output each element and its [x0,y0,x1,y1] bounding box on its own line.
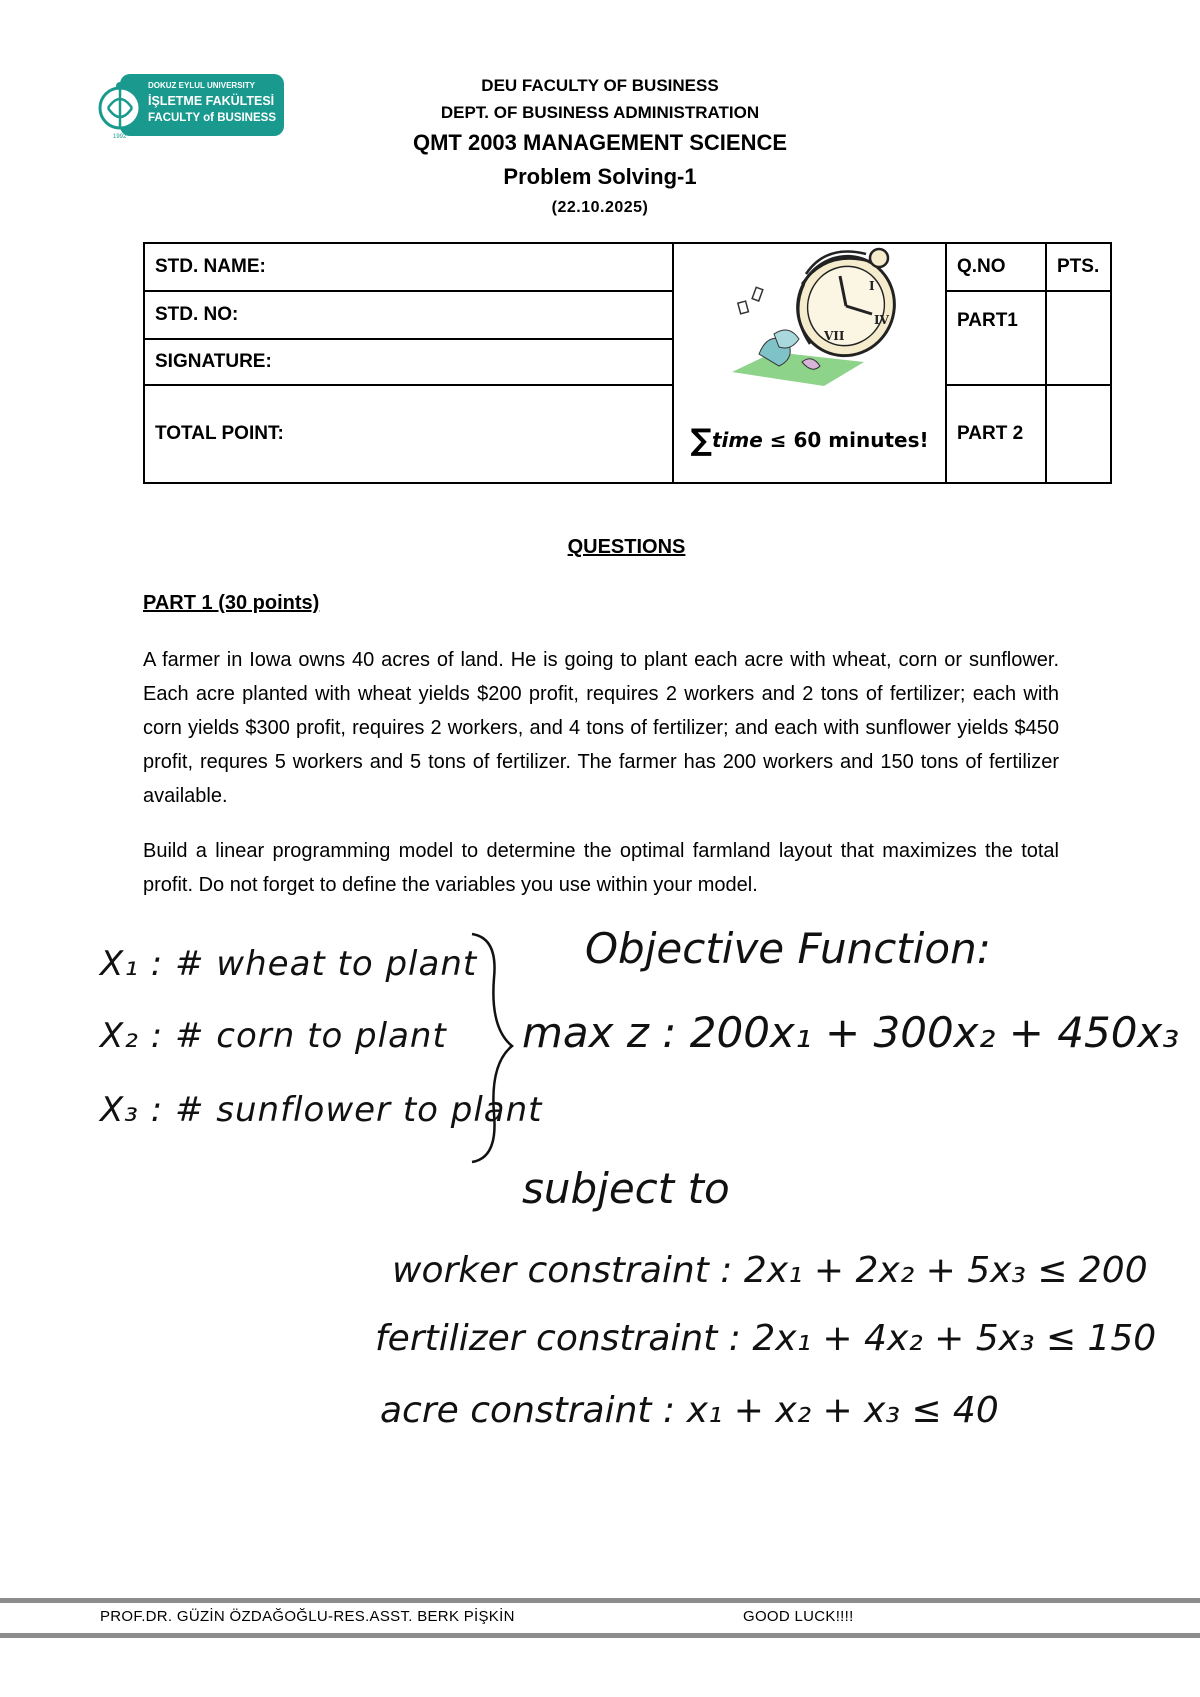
footer-rule-bottom [0,1633,1200,1638]
handwritten-objective-function: max z : 200x₁ + 300x₂ + 450x₃ [522,1008,1180,1057]
course-title: QMT 2003 MANAGEMENT SCIENCE [412,130,788,155]
handwritten-variable-x2: X₂ : # corn to plant [100,1016,447,1056]
part2-points-cell[interactable] [1046,385,1111,483]
department-name: DEPT. OF BUSINESS ADMINISTRATION [440,103,760,122]
std-name-cell[interactable]: STD. NAME: [144,243,673,291]
svg-text:1992: 1992 [113,134,127,140]
svg-text:DOKUZ EYLUL UNIVERSITY: DOKUZ EYLUL UNIVERSITY [148,81,255,90]
std-no-cell[interactable]: STD. NO: [144,291,673,339]
pts-header: PTS. [1046,243,1111,291]
part1-points-cell[interactable] [1046,291,1111,385]
document-date: (22.10.2025) [551,199,649,216]
handwritten-variable-x1: X₁ : # wheat to plant [100,944,478,984]
svg-text:FACULTY of BUSINESS: FACULTY of BUSINESS [148,112,276,124]
handwritten-variable-x3: X₃ : # sunflower to plant [100,1090,543,1130]
svg-text:IV: IV [874,313,889,327]
q-no-header: Q.NO [946,243,1046,291]
faculty-name: DEU FACULTY OF BUSINESS [481,76,719,95]
svg-text:İŞLETME FAKÜLTESİ: İŞLETME FAKÜLTESİ [148,94,275,108]
problem-paragraph: A farmer in Iowa owns 40 acres of land. He is going to plant each acre with wheat, corn or sunflower. Each acre planted with wheat yields $200 profit, requires 2 workers and 2 tons of fertilizer; each with corn yields $300 profit, requires 2 workers, and 4 tons of fertilizer; and each with sunflower yields $450 profit, requres 5 workers and 5 tons of fertilizer. The farmer has 200 workers and 150 tons of fertilizer available. [143,649,1059,807]
time-limit-note: ∑time ≤ 60 minutes! [690,423,929,458]
footer-authors: PROF.DR. GÜZİN ÖZDAĞOĞLU-RES.ASST. BERK PİŞKİN [100,1608,515,1625]
document-header [300,72,900,222]
handwritten-subject-to: subject to [522,1164,730,1213]
handwritten-worker-constraint: worker constraint : 2x₁ + 2x₂ + 5x₃ ≤ 200 [392,1250,1148,1291]
part1-heading: PART 1 (30 points) [143,592,320,614]
task-paragraph: Build a linear programming model to determine the optimal farmland layout that maximizes the total profit. Do not forget to define the variables you use within your model. [143,840,1059,896]
handwritten-acre-constraint: acre constraint : x₁ + x₂ + x₃ ≤ 40 [380,1390,999,1431]
total-point-cell[interactable]: TOTAL POINT: [144,385,673,483]
footer-rule-top [0,1598,1200,1603]
part1-label: PART1 [946,291,1046,385]
signature-cell[interactable]: SIGNATURE: [144,339,673,385]
clock-cell [673,243,946,483]
clock-clipart-icon [714,244,914,394]
document-title: Problem Solving-1 [503,164,697,189]
questions-heading: QUESTIONS [567,536,686,558]
curly-brace-icon [468,928,518,1168]
part2-label: PART 2 [946,385,1046,483]
faculty-logo [98,72,284,140]
svg-text:I: I [869,279,875,293]
handwritten-objective-label: Objective Function: [585,924,991,973]
footer-good-luck: GOOD LUCK!!!! [743,1608,854,1625]
handwritten-fertilizer-constraint: fertilizer constraint : 2x₁ + 4x₂ + 5x₃ ≤ 150 [375,1318,1157,1359]
svg-text:VII: VII [824,329,845,343]
student-info-table [143,242,1112,484]
